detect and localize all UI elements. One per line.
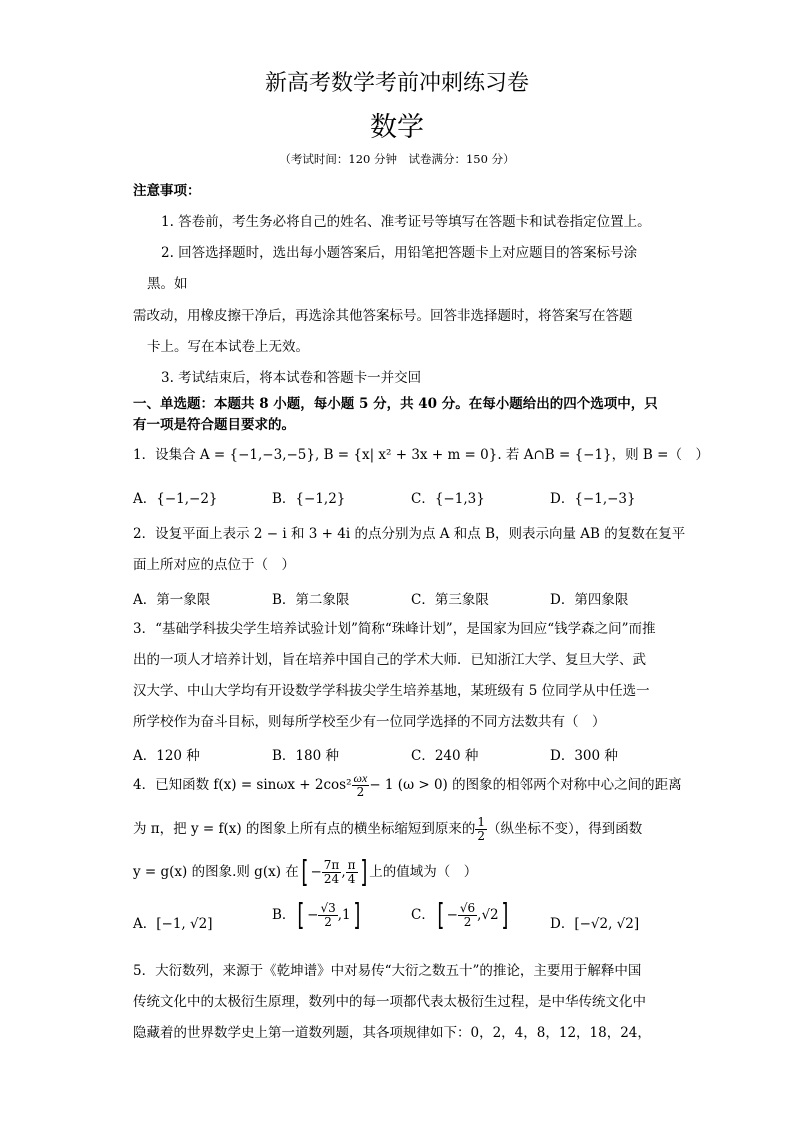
question-3-line-2: 出的一项人才培养计划，旨在培养中国自己的学术大师．已知浙江大学、复旦大学、武 (133, 652, 646, 668)
fraction-7pi-over-24: $\frac{7\pi}{24}$ (323, 858, 340, 886)
question-4-option-d: D．[−√2, √2] (550, 916, 640, 932)
question-4-line-2-end: （纵坐标不变），得到函数 (487, 821, 643, 837)
question-1-option-a: A．{−1,−2} (133, 491, 218, 507)
question-1-option-d: D．{−1,−3} (550, 491, 636, 507)
question-1-text: 1．设集合 A = {−1,−3,−5}, B = {x| x² + 3x + m = 0}. 若 A∩B = {−1}，则 B =（ ） (133, 447, 709, 463)
question-1-option-b: B．{−1,2} (272, 491, 346, 507)
right-bracket: ] (359, 854, 367, 890)
section-1-line-1: 一、单选题：本题共 8 小题，每小题 5 分，共 40 分。在每小题给出的四个选项中，只 (133, 396, 658, 412)
exam-info: （考试时间：120 分钟 试卷满分：150 分） (279, 152, 515, 166)
subject-title: 数学 (370, 112, 424, 143)
note-item-2-line-1: 2. 回答选择题时，选出每小题答案后，用铅笔把答题卡上对应题目的答案标号涂 (161, 245, 638, 261)
fraction-sqrt6-over-2: $\frac{√6}{2}$ (459, 901, 476, 929)
question-1-option-c: C．{−1,3} (411, 491, 485, 507)
question-3-option-b: B．180 种 (272, 748, 339, 764)
question-5-line-3: 隐藏着的世界数学史上第一道数列题，其各项规律如下：0，2，4，8，12，18，24， (133, 1025, 651, 1041)
question-3-option-c: C．240 种 (411, 748, 479, 764)
left-bracket: [ (301, 854, 309, 890)
note-item-2-line-3: 需改动，用橡皮擦干净后，再选涂其他答案标号。回答非选择题时，将答案写在答题 (133, 308, 633, 324)
question-3-option-d: D．300 种 (550, 748, 618, 764)
question-2-option-c: C．第三象限 (411, 592, 489, 608)
note-item-1: 1. 答卷前，考生务必将自己的姓名、准考证号等填写在答题卡和试卷指定位置上。 (161, 214, 651, 230)
question-4-line-1-start: 4．已知函数 f(x) = sinωx + 2cos² (133, 777, 352, 793)
question-2-option-d: D．第四象限 (550, 592, 629, 608)
question-4-line-1-end: − 1 (ω > 0) 的图象的相邻两个对称中心之间的距离 (369, 777, 682, 793)
note-item-2-line-4: 卡上。写在本试卷上无效。 (147, 339, 309, 355)
fraction-sqrt3-over-2: $\frac{√3}{2}$ (320, 901, 336, 929)
question-5-line-2: 传统文化中的太极衍生原理，数列中的每一项都代表太极衍生过程，是中华传统文化中 (133, 994, 646, 1010)
question-3-option-a: A．120 种 (133, 748, 200, 764)
question-3-line-1: 3．“基础学科拔尖学生培养试验计划”简称“珠峰计划”，是国家为回应“钱学森之问”而推 (133, 621, 656, 637)
question-4-line-2-start: 为 π，把 y = f(x) 的图象上所有点的横坐标缩短到原来的 (133, 821, 476, 837)
fraction-one-half: $\frac{1}{2}$ (477, 815, 486, 843)
question-2-option-a: A．第一象限 (133, 592, 211, 608)
question-4-line-1 (133, 772, 682, 799)
question-4-option-a: A．[−1, √2] (133, 916, 213, 932)
note-item-2-line-2: 黑。如 (147, 276, 188, 292)
exam-title: 新高考数学考前冲刺练习卷 (264, 71, 529, 96)
question-5-line-1: 5．大衍数列，来源于《乾坤谱》中对易传“大衍之数五十”的推论，主要用于解释中国 (133, 963, 642, 979)
question-4-option-b: B．[ − $\frac{√3}{2}$ ,1] (272, 897, 360, 933)
question-2-line-1: 2．设复平面上表示 2 − i 和 3 + 4i 的点分别为点 A 和点 B，则表示向量 AB 的复数在复平 (133, 526, 686, 542)
question-4-line-3: y = g(x) 的图象.则 g(x) 在[ − $\frac{7\pi}{24}$ , $\frac{\pi}{4}$ ] 上的值域为（ ） (133, 854, 478, 890)
question-2-option-b: B．第二象限 (272, 592, 350, 608)
section-1-line-2: 有一项是符合题目要求的。 (133, 417, 295, 433)
question-3-line-3: 汉大学、中山大学均有开设数学学科拔尖学生培养基地，某班级有 5 位同学从中任选一 (133, 683, 650, 699)
fraction-pi-over-4: $\frac{\pi}{4}$ (347, 858, 356, 886)
notes-heading: 注意事项： (133, 183, 201, 199)
question-4-line-2 (133, 816, 642, 843)
question-4-line-3-end: 上的值域为（ ） (369, 864, 478, 880)
question-2-line-2: 面上所对应的点位于（ ） (133, 557, 295, 573)
fraction-omega-x-over-2: $\frac{\omega x}{2}$ (353, 771, 368, 799)
question-4-option-c: C．[ − $\frac{√6}{2}$ ,√2] (411, 897, 509, 933)
question-3-line-4: 所学校作为奋斗目标，则每所学校至少有一位同学选择的不同方法数共有（ ） (133, 714, 606, 730)
question-4-line-3-start: y = g(x) 的图象.则 g(x) 在 (133, 864, 299, 880)
note-item-3: 3. 考试结束后，将本试卷和答题卡一并交回 (161, 370, 422, 386)
